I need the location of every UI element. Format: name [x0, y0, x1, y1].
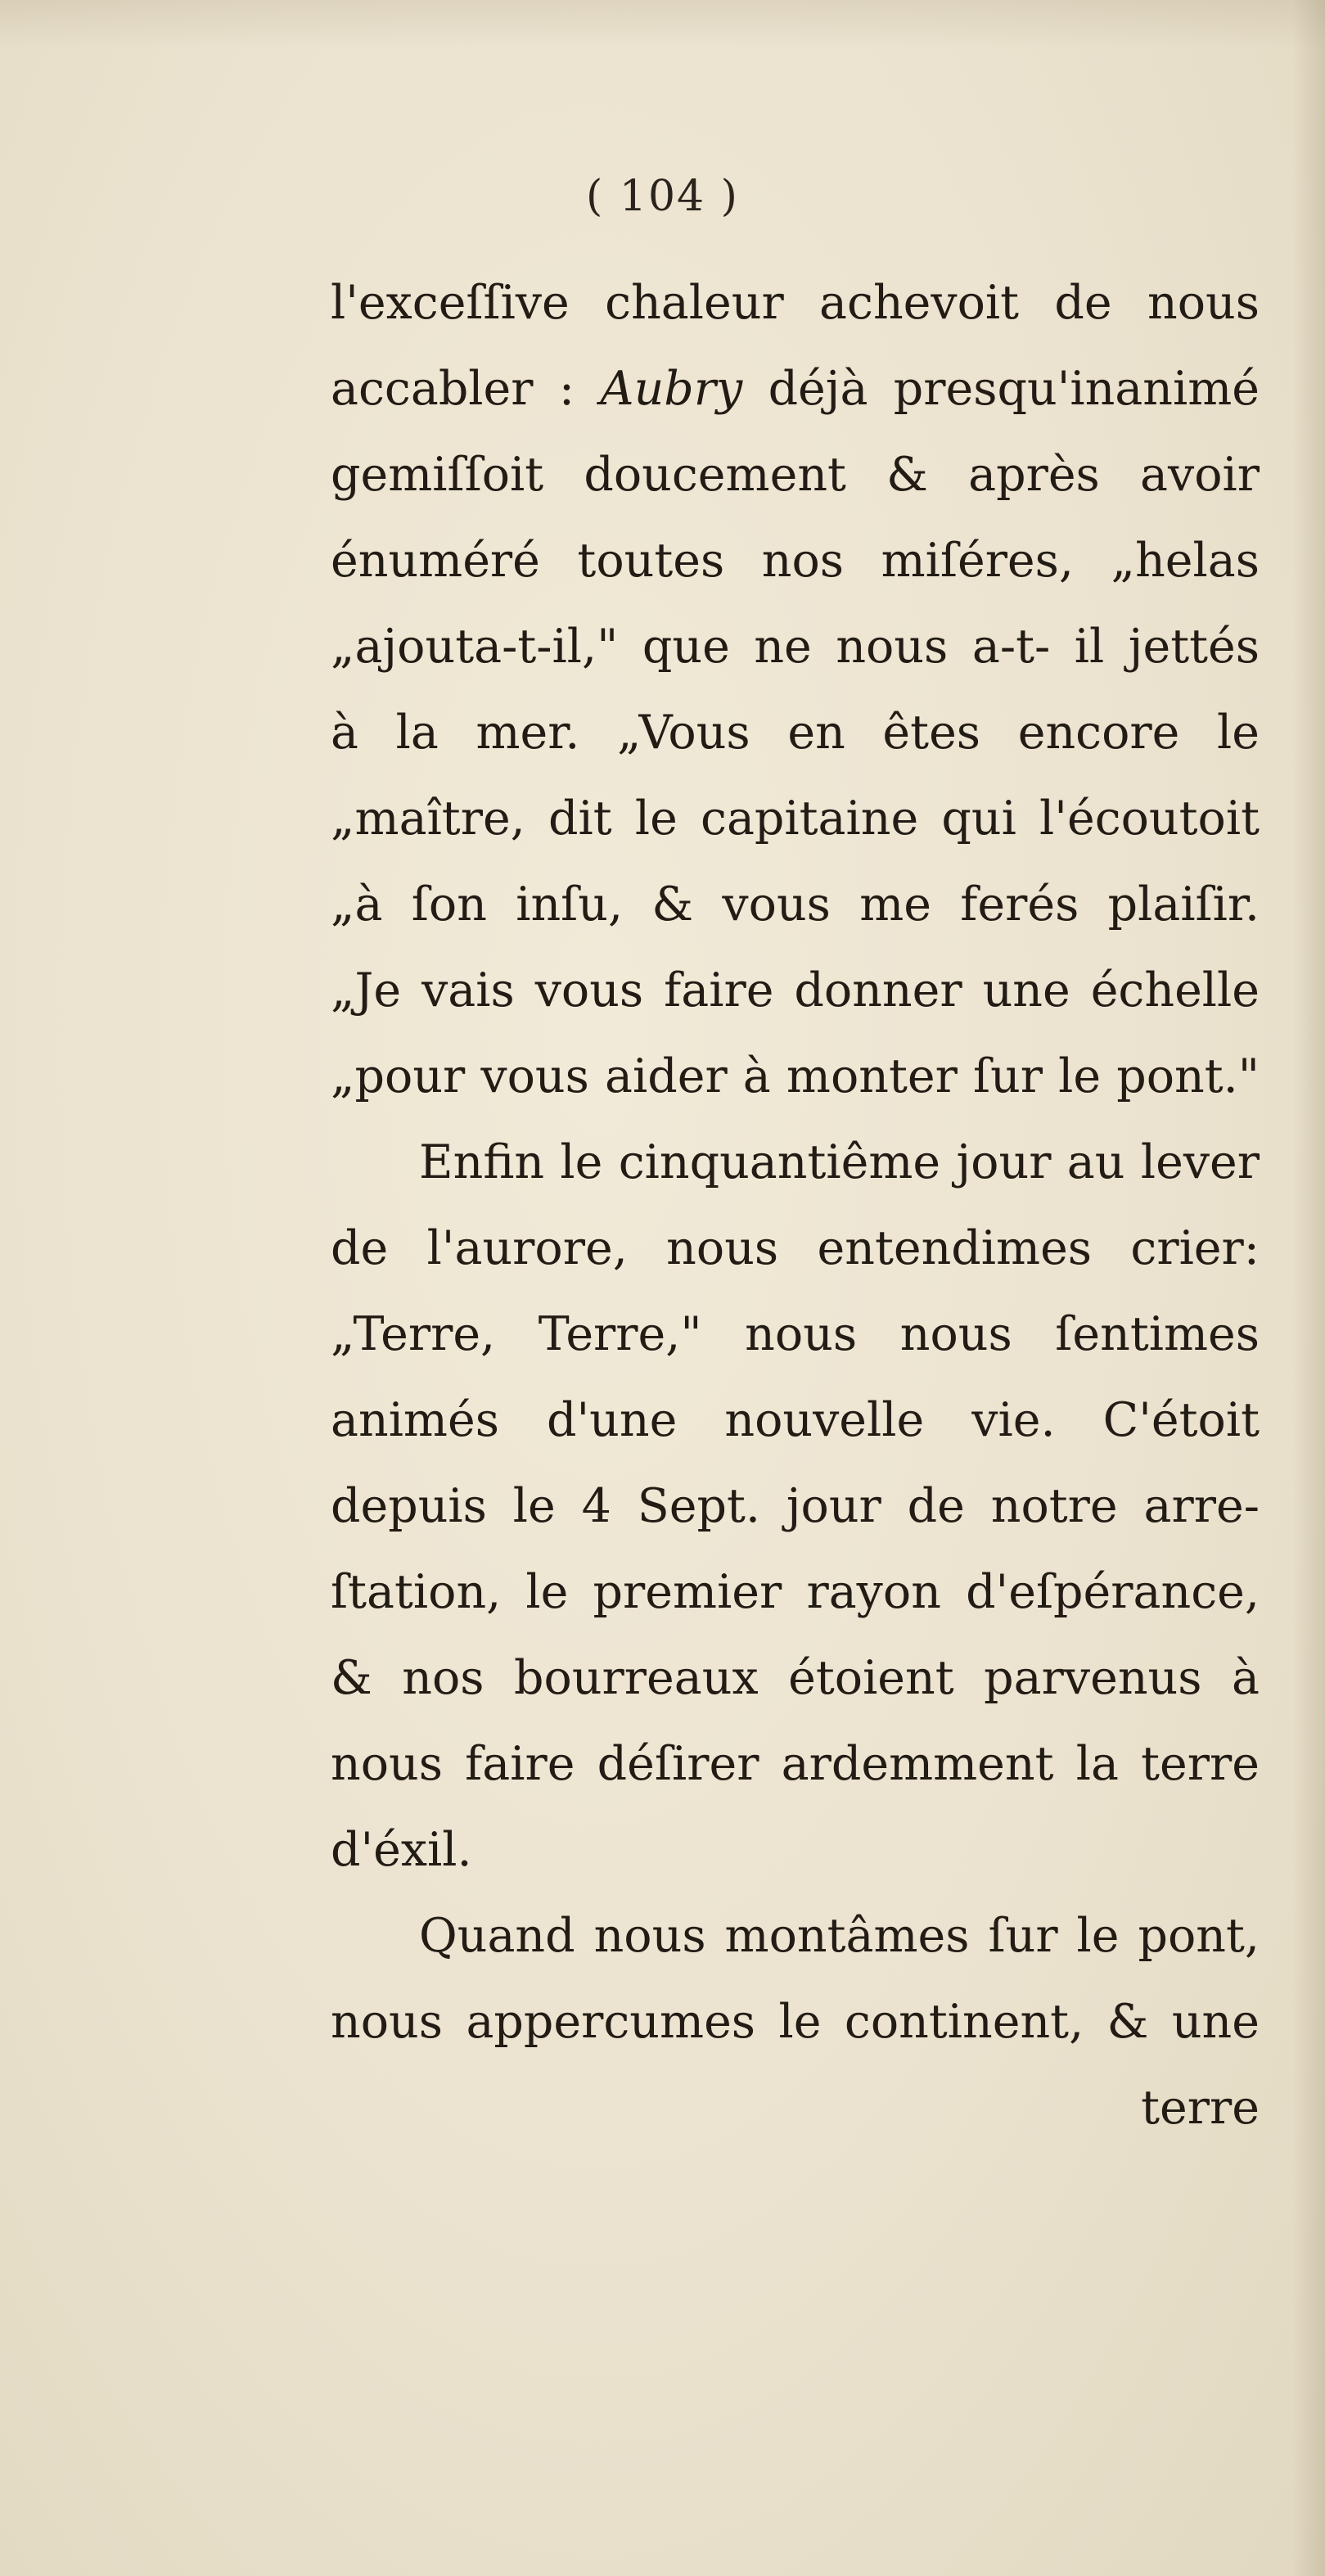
text-line: nous faire déſirer ardemment la terre [331, 1737, 1260, 1791]
text-line: depuis le 4 Sept. jour de notre arre- [331, 1479, 1260, 1533]
text-line: „ajouta-t-il," que ne nous a-t- il jettés [331, 620, 1260, 674]
text-line: énuméré toutes nos miſéres, „helas [331, 534, 1260, 588]
text-line: gemiſſoit doucement & après avoir [331, 448, 1260, 502]
text-line: „maître, dit le capitaine qui l'écoutoit [331, 792, 1260, 846]
catchword: terre [1141, 2081, 1260, 2135]
text-line: „pour vous aider à monter ſur le pont." [331, 1049, 1260, 1103]
text-line: „Je vais vous faire donner une échelle [331, 963, 1260, 1017]
text-line: & nos bourreaux étoient parvenus à [331, 1651, 1260, 1705]
text-line: l'exceſſive chaleur achevoit de nous [331, 276, 1260, 330]
text-line [0, 360, 1325, 417]
italic-name: Aubry [600, 362, 743, 416]
page-shadow-top [0, 0, 1325, 49]
text-line: ſtation, le premier rayon d'eſpérance, [331, 1565, 1260, 1619]
text-line: Quand nous montâmes ſur le pont, [419, 1909, 1260, 1963]
page-number: ( 104 ) [586, 172, 739, 221]
text-line: Enfin le cinquantiême jour au lever [419, 1135, 1260, 1189]
text-line: nous appercumes le continent, & une [331, 1995, 1260, 2049]
text-line: de l'aurore, nous entendimes crier: [331, 1221, 1260, 1275]
text-line: à la mer. „Vous en êtes encore le [331, 706, 1260, 760]
text-line: animés d'une nouvelle vie. C'étoit [331, 1393, 1260, 1447]
text-line: d'éxil. [331, 1823, 472, 1877]
text-segment: déjà presqu'inanimé [768, 362, 1260, 416]
text-segment: accabler : [331, 362, 575, 416]
text-line: „Terre, Terre," nous nous ſentimes [331, 1307, 1260, 1361]
text-line: „à ſon inſu, & vous me ferés plaiſir. [331, 877, 1260, 932]
